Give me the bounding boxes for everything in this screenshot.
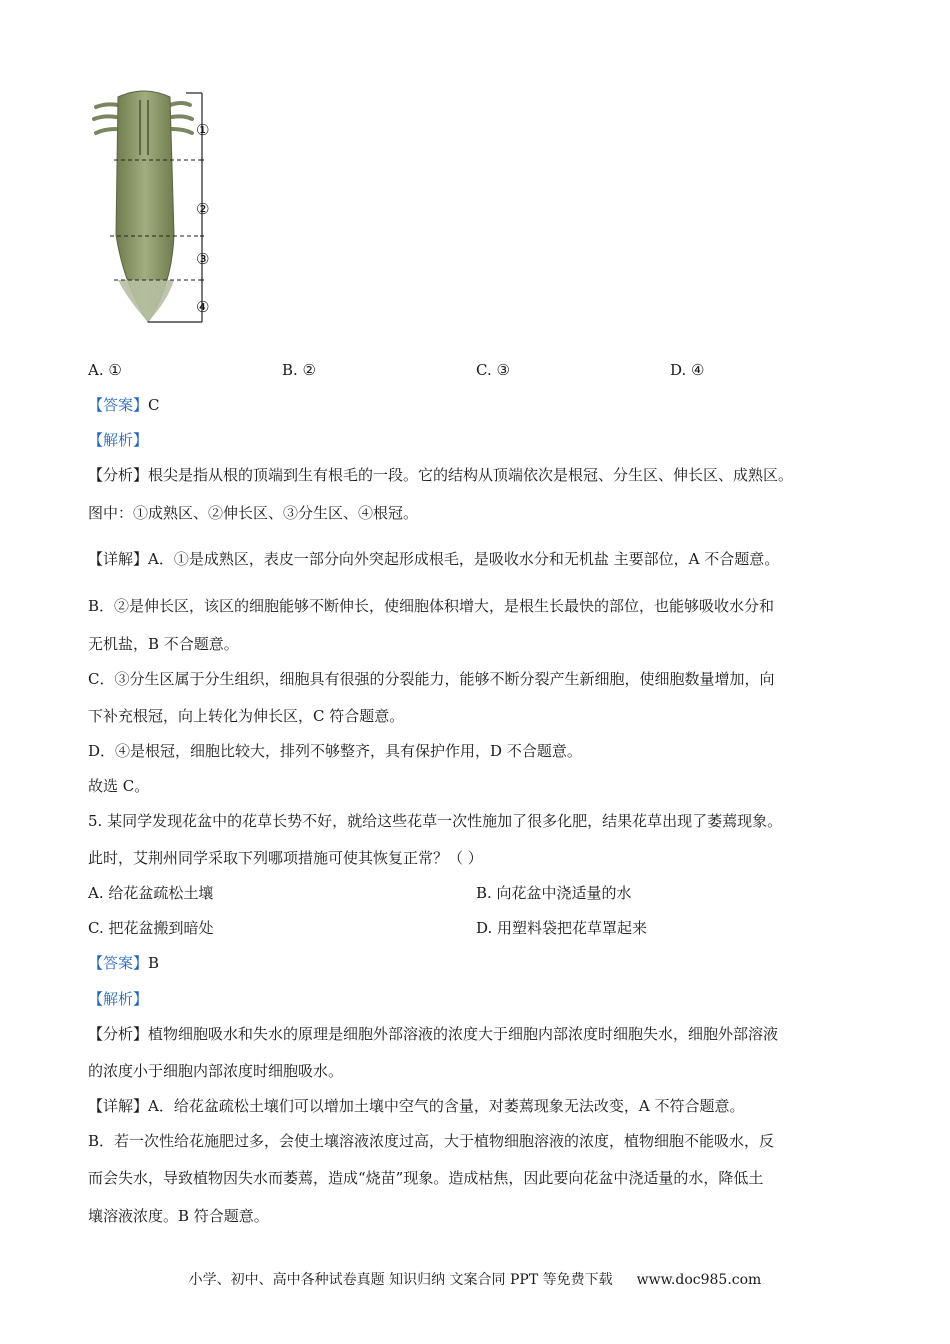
q4-answer	[88, 395, 160, 415]
q4-option-d: D. ④	[670, 361, 705, 379]
q4-detail-b-1: B．②是伸长区，该区的细胞能够不断伸长，使细胞体积增大，是根生长最快的部位，也能够吸收水分和	[88, 597, 775, 615]
fenxi-tag: 【分析】	[88, 1025, 149, 1043]
detail-text: A．给花盆疏松土壤们可以增加土壤中空气的含量，对萎蔫现象无法改变，A 不符合题意。	[148, 1097, 745, 1115]
detail-tag: 【详解】	[88, 550, 149, 568]
q5-option-d: D. 用塑料袋把花草罩起来	[476, 919, 648, 937]
q4-fenxi-1	[88, 465, 793, 485]
q5-stem-1: 5. 某同学发现花盆中的花草长势不好，就给这些花草一次性施加了很多化肥，结果花草出现了萎蔫现象。	[88, 812, 783, 830]
q4-fenxi-2: 图中：①成熟区、②伸长区、③分生区、④根冠。	[88, 504, 419, 522]
q5-fenxi-1	[88, 1024, 778, 1044]
marker-4: ④	[196, 298, 210, 316]
marker-1: ①	[196, 121, 210, 139]
detail-text: A．①是成熟区，表皮一部分向外突起形成根毛，是吸收水分和无机盐 主要部位，A 不合题意。	[148, 550, 780, 568]
answer-value: B	[148, 954, 160, 972]
q4-analysis-tag: 【解析】	[88, 431, 149, 449]
q4-option-b: B. ②	[282, 361, 317, 379]
q5-detail-b-1: B．若一次性给花施肥过多，会使土壤溶液浓度过高，大于植物细胞溶液的浓度，植物细胞不能吸水，反	[88, 1132, 775, 1150]
footer-text: 小学、初中、高中各种试卷真题 知识归纳 文案合同 PPT 等免费下载	[188, 1272, 613, 1288]
q5-option-a: A. 给花盆疏松土壤	[88, 884, 214, 902]
fenxi-tag: 【分析】	[88, 466, 149, 484]
zone-markers	[196, 121, 209, 316]
q4-detail-c-1: C．③分生区属于分生组织，细胞具有很强的分裂能力，能够不断分裂产生新细胞，使细胞数量增加，向	[88, 670, 775, 688]
detail-tag: 【详解】	[88, 1097, 149, 1115]
q5-detail-b-3: 壤溶液浓度。B 符合题意。	[88, 1207, 269, 1225]
q4-detail-c-2: 下补充根冠，向上转化为伸长区，C 符合题意。	[88, 707, 405, 725]
answer-tag: 【答案】	[88, 954, 149, 972]
q5-detail-b-2: 而会失水，导致植物因失水而萎蔫，造成“烧苗”现象。造成枯焦，因此要向花盆中浇适量的水，降低土	[88, 1169, 764, 1187]
q5-analysis-tag: 【解析】	[88, 990, 149, 1008]
q5-answer	[88, 953, 159, 973]
q4-option-a: A. ①	[88, 361, 122, 379]
q5-fenxi-2: 的浓度小于细胞内部浓度时细胞吸水。	[88, 1062, 344, 1080]
q4-detail-d: D．④是根冠，细胞比较大，排列不够整齐，具有保护作用，D 不合题意。	[88, 742, 582, 760]
q4-conclusion: 故选 C。	[88, 777, 150, 795]
fenxi-text: 根尖是指从根的顶端到生有根毛的一段。它的结构从顶端依次是根冠、分生区、伸长区、成熟区。	[148, 466, 794, 484]
answer-value: C	[148, 396, 160, 414]
q5-option-c: C. 把花盆搬到暗处	[88, 919, 214, 937]
q4-detail-a	[88, 549, 779, 569]
q5-option-b: B. 向花盆中浇适量的水	[476, 884, 632, 902]
q5-detail-a	[88, 1096, 744, 1116]
page-footer	[0, 1270, 950, 1290]
answer-tag: 【答案】	[88, 396, 149, 414]
q4-option-c: C. ③	[476, 361, 510, 379]
marker-3: ③	[196, 250, 210, 268]
marker-2: ②	[196, 200, 210, 218]
footer-url-link[interactable]: www.doc985.com	[636, 1272, 762, 1288]
q5-stem-2: 此时，艾荆州同学采取下列哪项措施可使其恢复正常？（ ）	[88, 849, 483, 867]
fenxi-text: 植物细胞吸水和失水的原理是细胞外部溶液的浓度大于细胞内部浓度时细胞失水，细胞外部溶液	[148, 1025, 779, 1043]
root-tip-figure	[88, 85, 228, 330]
root-cap	[118, 280, 174, 322]
q4-detail-b-2: 无机盐，B 不合题意。	[88, 635, 239, 653]
